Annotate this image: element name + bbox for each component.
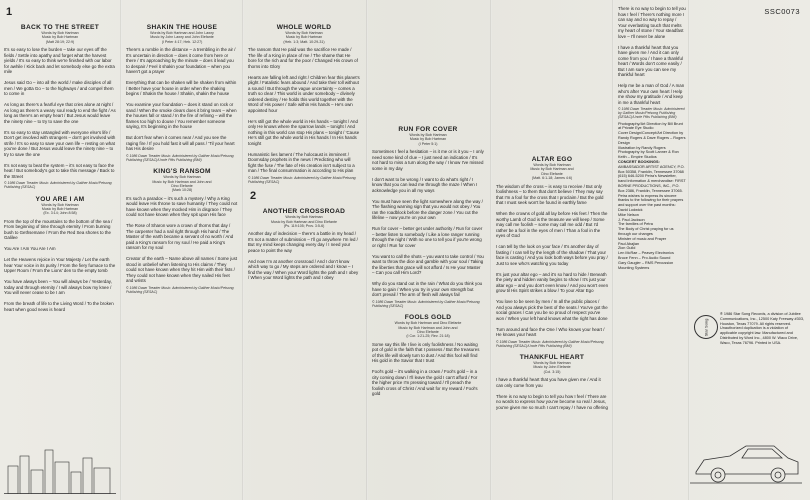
publisher-note: © 1986 Dawn Treader Music. Administered by Gaither Music/Petsong Publishing (SESAC)/Uncle Pitts Publishing (BMI) [618, 107, 685, 120]
song-lyrics: The ransom that He paid was the sacrifice He made / The life of a King in place of me / The shame that He bore for the rich and for the poor / Changed His crown of thorns into Glory Hearts are falling left and right / Children fear this planet's plight / Fatalistic fears abound / And take their toll without a sound / But through the vague uncertainty – comes a truth so clear / This world is under somebody – divinely ordered destiny / He holds this world together with the Word of His power / Safe within His hands – He's own appointed hour He's still got the whole world in His hands – tonight / And only He knows where the sparrow lands – tonight / And nothing in this world can stop His plans – tonight / 'Cause He's still got the whole world in His hands / In His hands tonight Humanistic lies lament / The holocaust is imminent / Doomsday prophets in the news / Predicting who will fight the fuse / The fate of His creation isn't subject to a man / The final consummation is according to His plan [248, 47, 360, 174]
song-title: ALTAR EGO [531, 156, 573, 163]
song-lyrics: I have a thankful heart that you have given me / And it can only come from you There is no way to begin to tell you how I feel / There are no words to express how you've become so real / Jesus, you've given me so much I can't repay / I have no offering [496, 377, 608, 410]
song-lyrics: It's such a paradox – it's such a mystery / Why a King would leave His throne to save humanity / They could not have known when they mocked Him in disgrace / They could not have known when they spit upon His face The Rose of Sharon wore a crown of thorns that day / The carpenter had a nail right through His hand / The Master of the earth became a servant of no worth / And paid a King's ransom for my soul / He paid a King's ransom for my soul Creator of the earth – Name above all names / Some just stood in unbelief when listening to His claims / They could not have known when they hit Him with their fists / They could not have known when they nailed His feet and wrists [126, 195, 238, 284]
panel-6 [618, 6, 686, 494]
publisher-note: © 1986 Dawn Treader Music. Administered by Gaither Music/Petsong Publishing (SESAC) [126, 285, 234, 294]
song-lyrics: There's a rumble in the distance – a trembling in the air / It's uncertain in direction – does it come from here or there / It's approaching by the minute – does it lead you to despair / Feel it shakin your foundation – when you haven't got a prayer Everything that can be shaken will be shaken from within / Better have your house in order when the shaking begins / Shakin the house / Shakin, shakin the house You examine your foundation – does it stand on rock or sand / When the smoke clears does it bring tears – when the houses fall or stand / In the fire of refining – will the flames too high to douse / You remember someone saying, It's beginning in the house But don't fear when it comes near / And you see the raging fire / If you hold fast it will all pass / 'Til your heart has His desire [126, 47, 237, 152]
song-credit: Words by Bob Hartman Music by John Elefante (Col. 3:15) [533, 361, 571, 374]
song-credit: Words by Bob Hartman Music by Bob Hartman (I Peter 5:1) [409, 133, 447, 146]
song-lyrics: Some say this life I live is only foolishness / No waiting pot of gold in the faith that I possess / But the treasures of this life will slowly turn to dust / And this fool will find His gold in the Savior that I trust Fool's gold – it's walking in a crown / Fool's gold – in a city coming down / I'll leave the gold I can't afford / For the higher price I'm pressing toward / I'll preach the foolish cross of Christ / And wait for my reward / Fool's gold [372, 341, 480, 397]
song-lyrics: Another day of indecision – there's a battle in my head / It's not a matter of submission – I'll go anywhere I'm led / But my mind keeps changing every day / I need your peace to point the way And now I'm at another crossroad / And I don't know which way to go / My steps are ordered and I know – I find the way / When your Word lights the path and I obey / When your Word lights the path and I obey [248, 231, 359, 281]
credit-cover: Cover Design/Concept/Art Direction by Randy Rogers & Dave Rogers – Rogers Design [618, 131, 686, 145]
song-title: SHAKIN THE HOUSE [146, 24, 218, 31]
publisher-note: © 1986 Dawn Treader Music. Administered by Gaither Music/Petsong Publishing (SESAC) [372, 299, 480, 308]
panel-1 [4, 6, 116, 494]
song-title: FOOLS GOLD [404, 314, 452, 322]
song-lyrics: From the top of the mountains to the bottom of the sea / From beginning of time through eternity / From burning bush to Gethsemane / From the Red Sea shores to the Galilee You Are I Am You Are I Am Let the Heavens rejoice in Your Majesty / Let the earth hear Your voice in its purity / From the fiery furnace to the Upper Room / From the Lions' den to the empty tomb You have always been – You will always be / Yesterday, today and through eternity / I will always bow my knee / You will never cease to be I am From the breath of life to the Living Word / To the broken heart when good news is heard [4, 218, 116, 312]
song-credit: Words by Bob Hartman Music by Bob Hartman and Dino Elefante (Matt. 6:1-18; James 4:6) [530, 163, 574, 181]
song-lyrics: The wisdom of the cross – is easy to receive / But only foolishness – to them that don't believe / They may say that I'm a fool for the cross that I proclaim / But the gold that I must seek won't be found in earthly fame When the crowns of gold all lay before His feet / Then the worthy Lamb of God is the treasure we will keep / Some may call me foolish – some may call me odd / But I'd rather be a fool in the eyes of men / Than a fool in the eyes of God I can tell by the look on your face / It's another day of fasting / I can tell by the length of the shadow / That your face is casting / And you look both ways before you pray / Just to see who's watching you today It's just your altar ego – and it's so hard to hide / Beneath the piety and hidden vanity begins to show / It's just your altar ego – and you don't even know / And you won't even grow til His Spirit strikes a blow / To your Altar Ego You love to be seen by men / In all the public places / And you always pick the best of the seats / You've got the social graces / Can you be so proud of respect you've won / When your left hand knows what the right has done Turn around and face the One / Who knows your heart / He knows your heart [496, 183, 608, 338]
thanks-names: David Lodwick Mike Nelson J. Paul Jackson The families of Petra The Body of Christ praying for us through our changes Minister of music and Prayer Paul Abajian Zion Guild Len McRae – Peavey Electronics Bruce Fenn – Pro Audio Sound Gary Gaugler – RMS Percussion Mounting Systems [618, 207, 674, 270]
star-song-logo [694, 315, 718, 339]
fold-line [120, 0, 122, 500]
catalog-number: SSC0073 [764, 7, 800, 16]
song-credit: Words by Bob Hartman Music by Bob Hartman (Ex. 3:14; John 8:58) [41, 202, 79, 216]
song-title: BACK TO THE STREET [20, 24, 100, 31]
song-title: YOU ARE I AM [35, 195, 85, 203]
song-title: THANKFUL HEART [519, 354, 585, 362]
song-title: RUN FOR COVER [398, 126, 458, 133]
song-credit: Words by Bob Hartman and John Lawry Music by John Lawry and John Elefante (I Peter 4:17; Heb. 12:27) [150, 31, 214, 44]
song-credit: Words by Bob Hartman Music by Bob Hartman (Heb. 1:3; Matt. 10:29-31) [283, 31, 325, 44]
song-credit: Words by Bob Hartman Music by Bob Hartman and Dino Elefante (Ps. 119:105; Prov. 3:5-6) [271, 215, 337, 228]
side-number: 1 [6, 6, 13, 18]
publisher-note: © 1986 Dawn Treader Music. Administered by Gaither Music/Petsong Publishing (SESAC)/Uncle Pitts Publishing (BMI) [496, 339, 604, 348]
fold-line [366, 0, 368, 500]
panel-4 [372, 6, 484, 494]
panel-7 [720, 310, 804, 430]
production-credits [618, 122, 686, 271]
song-title: ANOTHER CROSSROAD [262, 208, 346, 216]
fold-line [242, 0, 244, 500]
publisher-note: © 1986 Dawn Treader Music. Administered by Gaither Music/Petsong Publishing (SESAC)/Uncle Pitts Publishing (BMI) [126, 153, 234, 162]
credit-photo-2: Photography by Scott Lanner & Ron Keith – Empire Studios [618, 150, 679, 160]
credit-illustration: Illustration by Randy Rogers [618, 145, 666, 150]
booking-label: CONCERT BOOKINGS: [618, 159, 660, 164]
song-lyrics: It's so easy to lose the burden – take our eyes off the fields / Settle into apathy and forget what the harvest yields / It's so easy to think we're finished with our labor for awhile / Kick back and let somebody else go the extra mile Jesus said Go – into all the world / make disciples of all men / We gotta Go – to the highways / and compel them to come in As long as there's a fearful eye that cries alone at night / As long as there's a weary soul ready to end the fight / As long as there's an empty heart / But Jesus would leave the ninety nine – to try to save the one It's so easy to stay untangled with everyone else's life / Don't get involved with strangers – don't get involved with strife / It's so easy to save your own life – resting on what you've done / But Jesus would leave the ninety nine – to try to save the one It's not easy to beat the system – it's not easy to face the heat / But somebody's got to take this message / Back to the Street [4, 47, 116, 179]
booking-info: AMBASSADOR ARTIST AGENCY, P.O. Box 50358, Franklin, Tennessee 37068 (615) 646-5200 Petra's Newsletter, band information & merchandise: FIRST BORNE PRODUCTIONS, INC., P.O. Box 2386, Franklin, Tennessee 37065. [618, 164, 686, 193]
song-credit: Words by Bob Hartman Music by Bob Hartman and John and Dino Elefante (Mark 10:28) [152, 175, 212, 193]
song-credit: Words by Bob Hartman Music by Bob Hartman (Matt 28:19; 22:9) [41, 31, 79, 44]
publisher-note: © 1986 Dawn Treader Music. Administered by Gaither Music/Petsong Publishing (SESAC) [4, 181, 112, 190]
logo-text: Star Song [703, 318, 709, 336]
fold-line [612, 0, 614, 500]
song-lyrics: Sometimes I feel a hesitation – is it me or is it you – I only need some kind of clue – I just need an indication / It's not hard to miss a turn along the way / I know I've missed some in my day I don't want to be wrong / I want to do what's right / I know that you can lead me through the maze / When I acknowledge you in all my ways You must have seen the light somewhere along the way / The flashing warning sign that you would not obey / You ran the roadblock before the danger zone / You cut the lifeline – now you're on your own Run for cover – better get under authority / Run for cover – better listen to somebody / Like a lone ranger running through the night / With no one to tell you if you're wrong or right / Run for cover You want to call the shots – you want to take control / You want to throw the dice and gamble with your soul / Taking the liberties that grace will not afford / Is He your Master – Can you call Him Lord? Why do you stand out in the rain / What do you think you have to gain / When you try in your own strength but don't prevail / The arm of flesh will always fail [372, 149, 484, 298]
side-number: 2 [250, 190, 257, 203]
fold-line [490, 0, 492, 500]
city-skyline-illustration [4, 444, 116, 494]
song-title: KING'S RANSOM [153, 168, 211, 176]
panel-3 [248, 6, 360, 494]
publisher-note: © 1986 Dawn Treader Music. Administered by Gaither Music/Petsong Publishing (SESAC) [248, 175, 356, 184]
fold-line [688, 0, 690, 500]
song-title: WHOLE WORLD [276, 24, 332, 31]
car-illustration [690, 430, 802, 490]
panel-5 [496, 6, 608, 494]
panel-2 [126, 6, 238, 494]
thanks-note: Petra wishes to express its sincere thanks to the following for their prayers and support over the past months: [618, 193, 684, 208]
song-lyrics: There is no way to begin to tell you how I feel / There's nothing more I can say and no way to repay / Your everlasting touch that melts my heart of stone / Your steadfast love – I'll never be alone I have a thankful heart that you have given me / And it can only come from you / I have a thankful heart / Words don't come easily / But I am sure you can see my thankful heart Help me be a man of God / A man who's after Your own heart / Help me show my gratitude / And keep in me a thankful heart [618, 6, 686, 105]
credit-photo: Photography/Art Direction by Bill Brunt at Private Eye Studio [618, 121, 683, 131]
legal-text: ® 1986 Star Song Records, a division of Jubilee Communications, Inc., 12500 Katy Freeway #303, Houston, Texas 77079. All rights reserved. Unauthorized duplication is a violation of applicable copyright law. Manufactured and Distributed by Word Inc., 4800 W. Waco Drive, Waco, Texas 76796. Printed in USA. [720, 312, 804, 345]
song-credit: Words by Bob Hartman and Dino Elefante Music by Bob Hartman and John and Dino Elefante (I Cor. 1:21-25; Rev. 21:18) [394, 321, 462, 339]
